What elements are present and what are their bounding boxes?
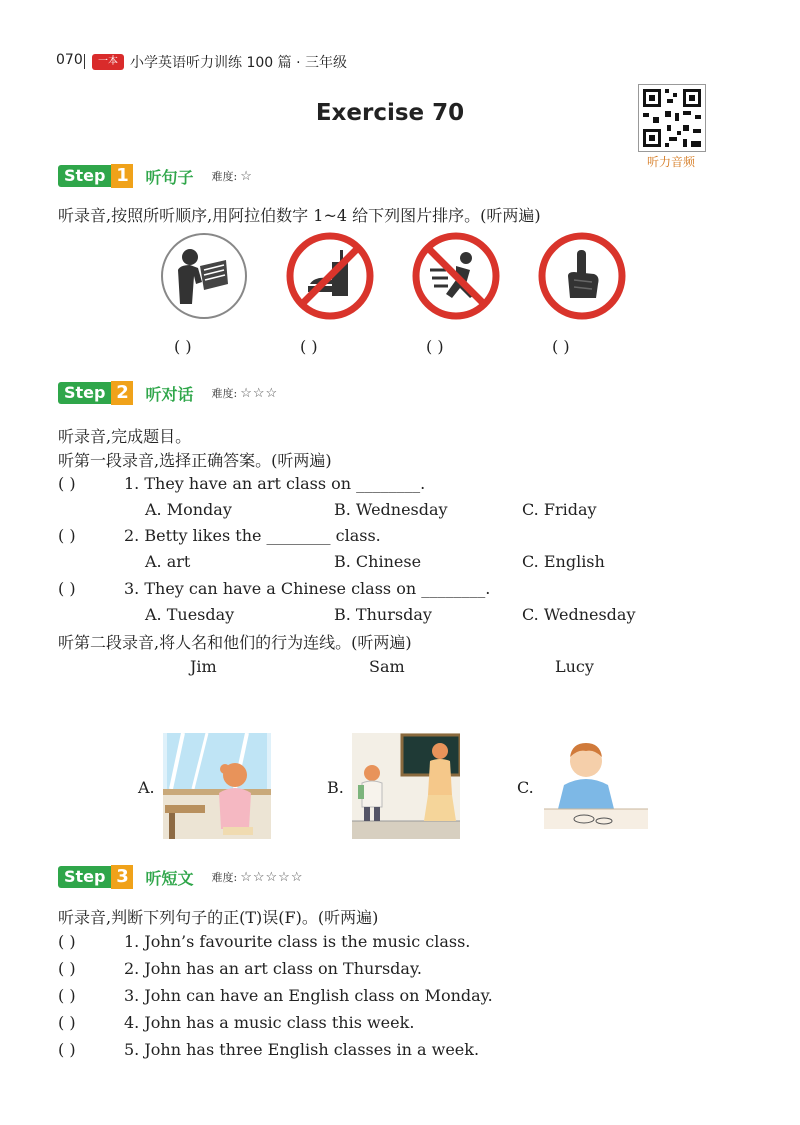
step3-tag: Step — [58, 866, 111, 888]
question-text: 2. Betty likes the ________ class. — [124, 526, 381, 545]
step1-num: 1 — [111, 164, 133, 188]
qr-code-icon[interactable] — [638, 84, 706, 152]
quiet-please-icon — [538, 232, 626, 320]
option-a: A. Tuesday — [145, 605, 235, 624]
option-c: C. English — [522, 552, 605, 571]
qr-caption: 听力音频 — [646, 155, 695, 169]
step2-tag: Step — [58, 382, 111, 404]
option-b: B. Chinese — [334, 552, 422, 571]
step1-difficulty-label: 难度: — [211, 170, 238, 183]
option-c: C. Wednesday — [522, 605, 636, 624]
header-divider — [84, 54, 85, 69]
tf-statement: 5. John has three English classes in a week. — [124, 1040, 480, 1059]
question-paren: ( ) — [58, 579, 76, 598]
option-a: A. Monday — [145, 500, 232, 519]
step3-instruction: 听录音,判断下列句子的正(T)误(F)。(听两遍) — [58, 908, 379, 927]
page-number: 070 — [56, 52, 83, 68]
no-running-icon — [412, 232, 500, 320]
question-text: 3. They can have a Chinese class on ________. — [124, 579, 491, 598]
book-title: 小学英语听力训练 100 篇 · 三年级 — [130, 55, 347, 71]
tf-paren: ( ) — [58, 1013, 76, 1032]
step2-instruction: 听录音,完成题目。 — [58, 427, 192, 446]
brand-logo: 一本 — [92, 54, 124, 70]
tf-paren: ( ) — [58, 1040, 76, 1059]
exercise-title: Exercise 70 — [315, 100, 465, 126]
name-lucy: Lucy — [555, 657, 594, 676]
step1-answer-paren: ( ) — [426, 337, 444, 356]
option-b: B. Thursday — [334, 605, 432, 624]
option-a: A. art — [145, 552, 191, 571]
picture-label-c: C. — [517, 778, 534, 797]
step3-badge — [58, 865, 304, 889]
option-b: B. Wednesday — [334, 500, 448, 519]
step2-badge — [58, 381, 278, 405]
no-food-drink-icon — [286, 232, 374, 320]
step2-stars: ☆☆☆ — [240, 385, 279, 401]
tf-statement: 2. John has an art class on Thursday. — [124, 959, 422, 978]
step1-answer-paren: ( ) — [552, 337, 570, 356]
step2-title: 听对话 — [145, 384, 194, 404]
step2-difficulty-label: 难度: — [211, 387, 238, 400]
step1-instruction: 听录音,按照所听顺序,用阿拉伯数字 1~4 给下列图片排序。(听两遍) — [58, 206, 541, 225]
step1-answer-paren: ( ) — [174, 337, 192, 356]
step1-stars: ☆ — [240, 168, 253, 184]
option-c: C. Friday — [522, 500, 597, 519]
girl-at-window-picture — [163, 733, 271, 839]
name-jim: Jim — [190, 657, 217, 676]
picture-label-b: B. — [327, 778, 344, 797]
tf-paren: ( ) — [58, 959, 76, 978]
step3-stars: ☆☆☆☆☆ — [240, 869, 304, 885]
step1-badge — [58, 164, 253, 188]
step1-answer-paren: ( ) — [300, 337, 318, 356]
step2-part1-instruction: 听第一段录音,选择正确答案。(听两遍) — [58, 451, 332, 470]
tf-statement: 1. John’s favourite class is the music class. — [124, 932, 471, 951]
step3-num: 3 — [111, 865, 133, 889]
classroom-teacher-picture — [352, 733, 460, 839]
question-text: 1. They have an art class on ________. — [124, 474, 426, 493]
step3-difficulty-label: 难度: — [211, 871, 238, 884]
step2-part2-instruction: 听第二段录音,将人名和他们的行为连线。(听两遍) — [58, 633, 412, 652]
question-paren: ( ) — [58, 474, 76, 493]
name-sam: Sam — [369, 657, 405, 676]
tf-statement: 3. John can have an English class on Monday. — [124, 986, 493, 1005]
tf-paren: ( ) — [58, 932, 76, 951]
step1-tag: Step — [58, 165, 111, 187]
step1-title: 听句子 — [145, 167, 194, 187]
step3-title: 听短文 — [145, 868, 194, 888]
picture-label-a: A. — [138, 778, 155, 797]
question-paren: ( ) — [58, 526, 76, 545]
tf-statement: 4. John has a music class this week. — [124, 1013, 415, 1032]
boy-drawing-picture — [544, 733, 648, 833]
step2-num: 2 — [111, 381, 133, 405]
tf-paren: ( ) — [58, 986, 76, 1005]
reading-person-icon — [160, 232, 248, 320]
